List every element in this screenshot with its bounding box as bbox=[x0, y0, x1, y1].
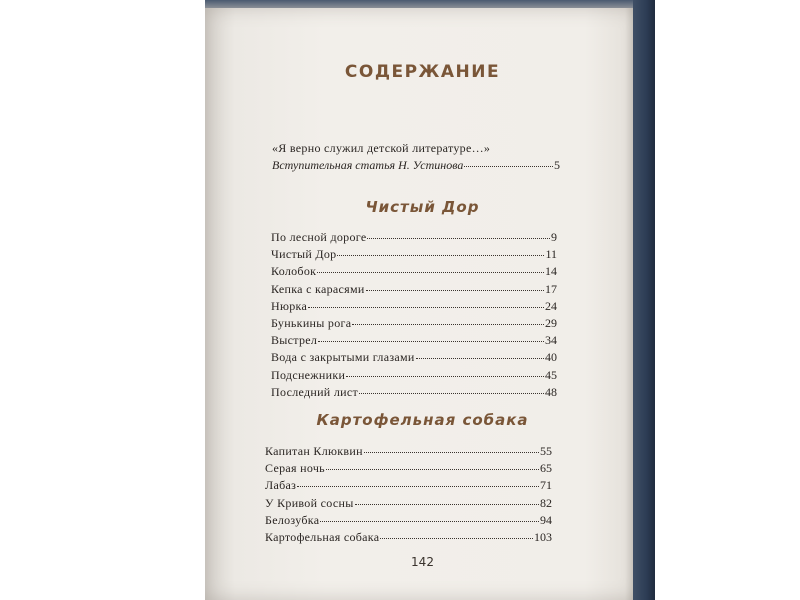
entry-title: Вода с закрытыми глазами bbox=[271, 350, 415, 365]
toc-entry bbox=[271, 315, 557, 332]
entry-page: 82 bbox=[540, 495, 552, 510]
leader-dots bbox=[317, 262, 544, 273]
entry-title: Нюрка bbox=[271, 298, 308, 313]
entry-page: 9 bbox=[551, 230, 557, 244]
leader-dots bbox=[352, 314, 544, 325]
toc-entry bbox=[271, 263, 557, 280]
toc-entry bbox=[265, 495, 552, 512]
leader-dots bbox=[346, 366, 544, 377]
leader-dots bbox=[366, 280, 544, 291]
book-cover-edge bbox=[633, 0, 655, 600]
entry-title: Последний лист bbox=[271, 384, 358, 399]
entry-page: 29 bbox=[545, 315, 557, 330]
page-title: СОДЕРЖАНИЕ bbox=[344, 62, 501, 82]
toc-entry bbox=[271, 332, 557, 349]
toc-entry bbox=[265, 529, 552, 546]
toc-entry bbox=[271, 229, 557, 246]
toc-entry bbox=[265, 460, 552, 477]
section-title: Картофельная собака bbox=[316, 411, 529, 429]
entry-title: Картофельная собака bbox=[265, 529, 380, 544]
leader-dots bbox=[320, 511, 539, 522]
leader-dots bbox=[326, 459, 539, 470]
entry-page: 65 bbox=[540, 461, 552, 476]
section-title: Чистый Дор bbox=[365, 198, 480, 216]
toc-entry bbox=[271, 384, 557, 401]
entry-page: 94 bbox=[540, 512, 552, 527]
leader-dots bbox=[355, 494, 539, 505]
leader-dots bbox=[297, 476, 539, 487]
entry-title: Белозубка bbox=[265, 512, 320, 527]
entry-page: 71 bbox=[540, 478, 552, 493]
leader-dots bbox=[359, 383, 544, 394]
leader-dots bbox=[308, 297, 544, 308]
leader-dots bbox=[367, 228, 550, 239]
entry-title: Выстрел bbox=[271, 333, 318, 348]
toc-entry bbox=[271, 246, 557, 263]
entry-title: Колобок bbox=[271, 264, 317, 279]
leader-dots bbox=[364, 442, 539, 453]
toc-section-list bbox=[265, 443, 552, 546]
entry-title: Лабаз bbox=[265, 478, 297, 493]
page-number: 142 bbox=[411, 555, 434, 569]
toc-entry bbox=[265, 477, 552, 494]
entry-page: 48 bbox=[545, 384, 557, 399]
toc-entry bbox=[271, 349, 557, 366]
entry-page: 45 bbox=[545, 367, 557, 382]
toc-entry bbox=[265, 512, 552, 529]
entry-title: Капитан Клюквин bbox=[265, 444, 363, 458]
entry-title: Серая ночь bbox=[265, 461, 325, 476]
toc-entry bbox=[265, 443, 552, 460]
entry-title: Бунькины рога bbox=[271, 315, 352, 330]
leader-dots bbox=[318, 331, 544, 342]
toc-section-list bbox=[271, 229, 557, 401]
leader-dots bbox=[464, 156, 553, 167]
entry-page: 40 bbox=[545, 350, 557, 365]
toc-entry bbox=[271, 298, 557, 315]
entry-page: 14 bbox=[545, 264, 557, 279]
intro-subtitle: Вступительная статья Н. Устинова bbox=[272, 158, 464, 172]
entry-page: 103 bbox=[534, 529, 552, 544]
leader-dots bbox=[416, 348, 544, 359]
entry-title: Подснежники bbox=[271, 367, 346, 382]
intro-entry bbox=[272, 158, 560, 173]
entry-page: 24 bbox=[545, 298, 557, 313]
entry-title: У Кривой сосны bbox=[265, 495, 354, 510]
leader-dots bbox=[337, 245, 544, 256]
entry-page: 11 bbox=[545, 247, 557, 262]
entry-title: Кепка с карасями bbox=[271, 281, 365, 296]
entry-title: Чистый Дор bbox=[271, 247, 337, 262]
intro-page: 5 bbox=[554, 158, 560, 172]
intro-title: «Я верно служил детской литературе…» bbox=[272, 141, 491, 155]
entry-title: По лесной дороге bbox=[271, 230, 367, 244]
toc-entry bbox=[271, 281, 557, 298]
entry-page: 17 bbox=[545, 281, 557, 296]
entry-page: 55 bbox=[540, 444, 552, 458]
entry-page: 34 bbox=[545, 333, 557, 348]
toc-entry bbox=[271, 367, 557, 384]
leader-dots bbox=[380, 528, 533, 539]
